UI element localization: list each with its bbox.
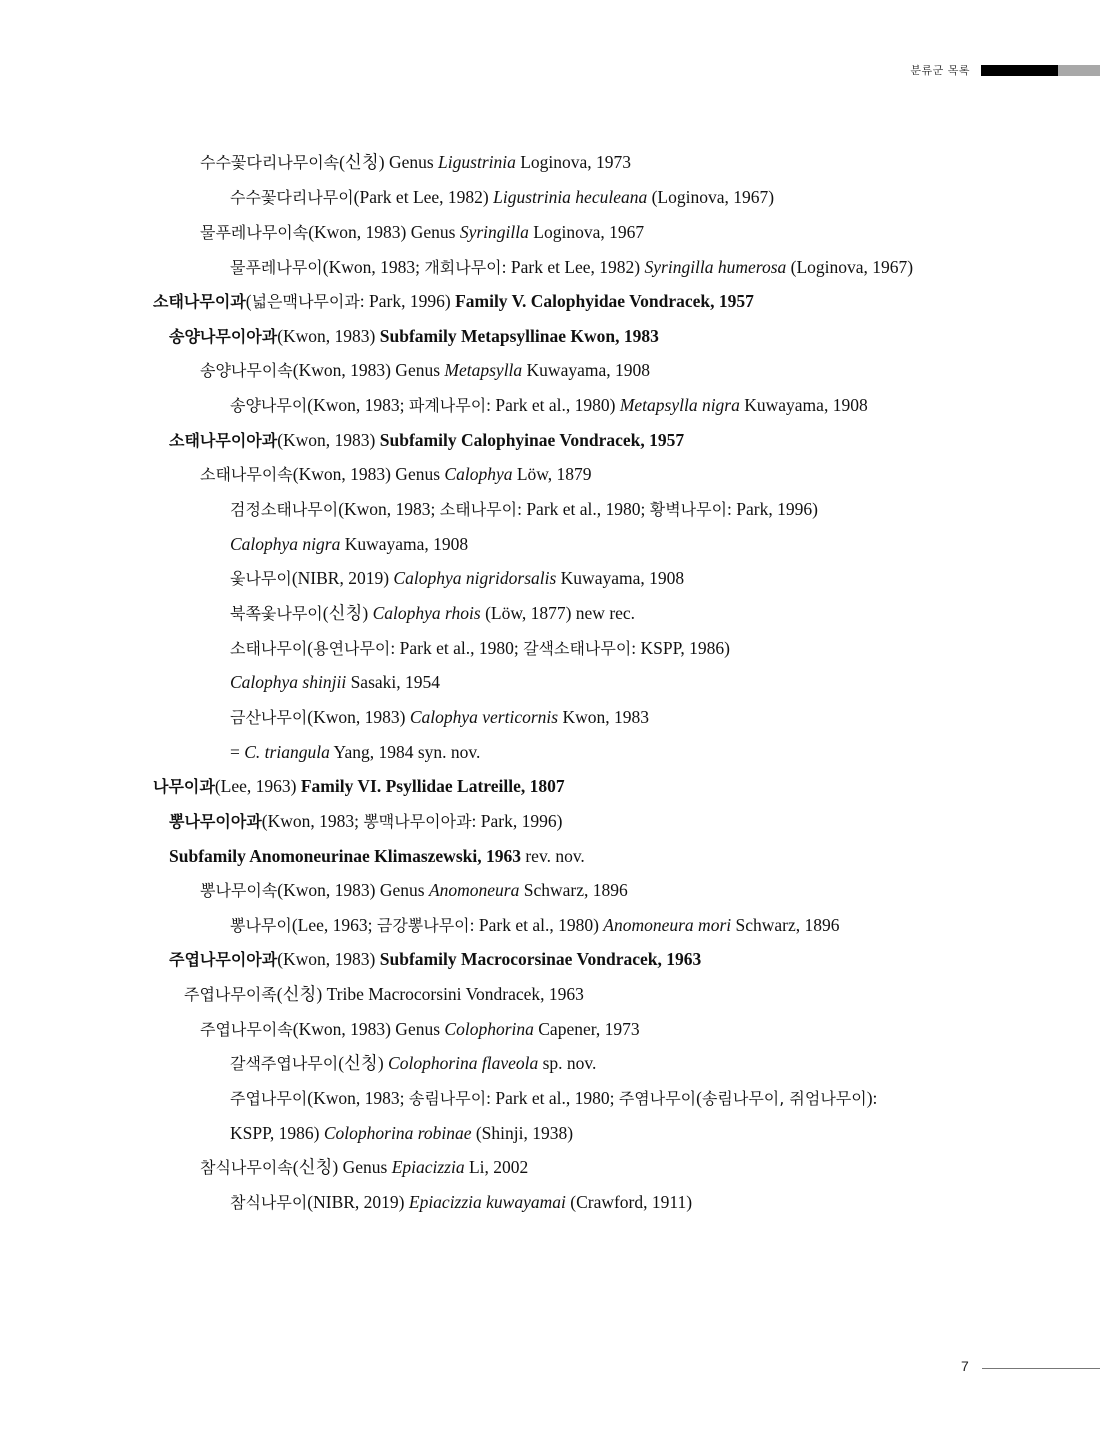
text-segment: (Kwon, 1983) bbox=[307, 707, 410, 727]
scientific-name: C. triangula bbox=[244, 742, 330, 762]
text-segment: Li, 2002 bbox=[464, 1157, 529, 1177]
text-segment: (Kwon, 1983) Genus bbox=[292, 360, 445, 380]
section-label: 분류군 목록 bbox=[910, 64, 970, 77]
korean-name: 소태나무이과 bbox=[153, 292, 246, 311]
page-number: 7 bbox=[961, 1358, 969, 1374]
text-segment: (NIBR, 2019) bbox=[307, 1192, 409, 1212]
taxon-entry bbox=[230, 601, 635, 626]
korean-name: 파계나무이 bbox=[408, 396, 487, 415]
korean-name: 수수꽃다리나무이 bbox=[230, 188, 354, 207]
korean-name: 물푸레나무이 bbox=[230, 258, 323, 277]
text-segment: = bbox=[230, 742, 245, 762]
taxon-entry bbox=[200, 1017, 640, 1042]
taxon-entry bbox=[169, 844, 585, 868]
text-segment: (Kwon, 1983) bbox=[277, 949, 380, 969]
korean-name: 뽕나무이아과 bbox=[169, 812, 262, 831]
text-segment: ( bbox=[696, 1088, 702, 1108]
taxon-entry bbox=[230, 1086, 877, 1111]
korean-name: 소태나무이아과 bbox=[169, 431, 278, 450]
text-segment: Yang, 1984 syn. nov. bbox=[329, 742, 481, 762]
text-segment: Schwarz, 1896 bbox=[731, 915, 840, 935]
scientific-name: Anomoneura mori bbox=[603, 915, 732, 935]
scientific-name: Calophya verticornis bbox=[409, 707, 559, 727]
text-segment: KSPP, 1986) bbox=[230, 1123, 324, 1143]
text-segment: ( bbox=[307, 638, 314, 658]
text-segment: (Kwon, 1983; bbox=[322, 257, 425, 277]
text-segment: Subfamily Calophyinae Vondracek, 1957 bbox=[379, 430, 685, 450]
korean-name: 나무이과 bbox=[153, 777, 215, 796]
header-bar-gray bbox=[1058, 65, 1100, 76]
text-segment: (Kwon, 1983) Genus bbox=[277, 880, 429, 900]
taxon-entry bbox=[230, 393, 868, 418]
korean-name: 뽕나무이 bbox=[230, 916, 292, 935]
text-segment: (Kwon, 1983) Genus bbox=[292, 1019, 445, 1039]
text-segment: Kuwayama, 1908 bbox=[522, 360, 650, 380]
taxon-entry bbox=[200, 878, 628, 903]
scientific-name: Anomoneura bbox=[428, 880, 520, 900]
text-segment: : Park, 1996) bbox=[727, 499, 818, 519]
text-segment: : KSPP, 1986) bbox=[631, 638, 730, 658]
text-segment: : Park et al., 1980) bbox=[486, 395, 620, 415]
scientific-name: Calophya rhois bbox=[372, 603, 481, 623]
header-bar-black bbox=[981, 65, 1058, 76]
taxon-entry bbox=[169, 947, 701, 972]
scientific-name: Metapsylla nigra bbox=[619, 395, 740, 415]
korean-name: 소태나무이 bbox=[439, 500, 518, 519]
taxon-entry bbox=[230, 913, 840, 938]
text-segment: Löw, 1879 bbox=[512, 464, 592, 484]
korean-name: 갈색소태나무이 bbox=[523, 639, 632, 658]
scientific-name: Syringilla humerosa bbox=[644, 257, 787, 277]
taxon-entry bbox=[230, 1051, 596, 1076]
korean-name: 소태나무이 bbox=[230, 639, 308, 658]
text-segment: (신칭) bbox=[338, 1053, 389, 1073]
text-segment: Capener, 1973 bbox=[533, 1019, 640, 1039]
text-segment: (신칭) Genus bbox=[292, 1157, 392, 1177]
text-segment: (Kwon, 1983) Genus bbox=[292, 464, 445, 484]
text-segment: Subfamily Anomoneurinae Klimaszewski, 1963 bbox=[169, 846, 521, 866]
taxon-entry bbox=[230, 497, 818, 522]
korean-name: 뽕나무이속 bbox=[200, 881, 278, 900]
taxon-entry bbox=[230, 532, 468, 556]
taxon-entry bbox=[230, 566, 684, 591]
scientific-name: Colophorina flaveola bbox=[388, 1053, 539, 1073]
text-segment: : Park, 1996) bbox=[359, 291, 456, 311]
scientific-name: Colophorina bbox=[444, 1019, 534, 1039]
text-segment: (신칭) bbox=[322, 603, 373, 623]
text-segment: : Park et al., 1980) bbox=[469, 915, 604, 935]
korean-name: 송림나무이 bbox=[408, 1089, 487, 1108]
taxon-entry bbox=[200, 358, 650, 383]
text-segment: (Kwon, 1983) bbox=[277, 326, 380, 346]
text-segment: : Park et al., 1980; bbox=[517, 499, 650, 519]
text-segment: Loginova, 1967 bbox=[528, 222, 645, 242]
text-segment: Kuwayama, 1908 bbox=[739, 395, 868, 415]
text-segment: : Park et al., 1980; bbox=[390, 638, 524, 658]
taxon-entry bbox=[200, 150, 631, 175]
korean-name: 물푸레나무이속 bbox=[200, 223, 309, 242]
text-segment: (Crawford, 1911) bbox=[565, 1192, 693, 1212]
text-segment: Family V. Calophyidae Vondracek, 1957 bbox=[455, 291, 754, 311]
text-segment: Kuwayama, 1908 bbox=[556, 568, 685, 588]
text-segment: ( bbox=[245, 291, 252, 311]
text-segment: Sasaki, 1954 bbox=[346, 672, 441, 692]
taxon-entry bbox=[230, 255, 913, 280]
korean-name: 송림나무이, 쥐엄나무이 bbox=[701, 1089, 867, 1108]
korean-name: 참식나무이 bbox=[230, 1193, 308, 1212]
taxon-entry bbox=[230, 1121, 573, 1145]
text-segment: Loginova, 1973 bbox=[515, 152, 632, 172]
text-segment: (신칭) Tribe Macrocorsini Vondracek, 1963 bbox=[276, 984, 584, 1004]
text-segment: (Löw, 1877) new rec. bbox=[480, 603, 636, 623]
scientific-name: Ligustrinia heculeana bbox=[493, 187, 648, 207]
korean-name: 주엽나무이속 bbox=[200, 1020, 293, 1039]
text-segment: (Kwon, 1983; bbox=[261, 811, 364, 831]
taxon-entry bbox=[153, 774, 565, 799]
scientific-name: Calophya bbox=[444, 464, 513, 484]
scientific-name: Metapsylla bbox=[444, 360, 523, 380]
running-header bbox=[0, 64, 1100, 78]
scientific-name: Calophya nigridorsalis bbox=[393, 568, 557, 588]
korean-name: 주염나무이 bbox=[618, 1089, 697, 1108]
text-segment: Kwon, 1983 bbox=[558, 707, 649, 727]
text-segment: Kuwayama, 1908 bbox=[340, 534, 469, 554]
text-segment: (Kwon, 1983; bbox=[307, 395, 409, 415]
scientific-name: Syringilla bbox=[459, 222, 529, 242]
taxon-entry bbox=[169, 809, 562, 834]
text-segment: (Kwon, 1983; bbox=[307, 1088, 409, 1108]
text-segment: sp. nov. bbox=[538, 1053, 597, 1073]
korean-name: 넓은맥나무이과 bbox=[251, 292, 360, 311]
taxon-entry bbox=[184, 982, 584, 1007]
taxon-entry bbox=[169, 428, 684, 453]
text-segment: : Park, 1996) bbox=[471, 811, 563, 831]
korean-name: 옻나무이 bbox=[230, 569, 292, 588]
korean-name: 금산나무이 bbox=[230, 708, 308, 727]
scientific-name: Ligustrinia bbox=[438, 152, 516, 172]
taxon-entry bbox=[230, 670, 440, 694]
text-segment: Subfamily Macrocorsinae Vondracek, 1963 bbox=[379, 949, 702, 969]
korean-name: 송양나무이 bbox=[230, 396, 308, 415]
text-segment: (Kwon, 1983) bbox=[277, 430, 380, 450]
korean-name: 송양나무이속 bbox=[200, 361, 293, 380]
korean-name: 송양나무이아과 bbox=[169, 327, 278, 346]
text-segment: Family VI. Psyllidae Latreille, 1807 bbox=[300, 776, 565, 796]
text-segment: (Park et Lee, 1982) bbox=[353, 187, 494, 207]
korean-name: 금강뽕나무이 bbox=[376, 916, 470, 935]
taxon-entry bbox=[230, 705, 649, 730]
korean-name: 용연나무이 bbox=[313, 639, 391, 658]
text-segment: (Lee, 1963) bbox=[214, 776, 301, 796]
scientific-name: Colophorina robinae bbox=[323, 1123, 472, 1143]
korean-name: 참식나무이속 bbox=[200, 1158, 293, 1177]
korean-name: 황벽나무이 bbox=[649, 500, 728, 519]
korean-name: 검정소태나무이 bbox=[230, 500, 339, 519]
korean-name: 주엽나무이족 bbox=[184, 985, 277, 1004]
taxon-entry bbox=[169, 324, 659, 349]
text-segment: Subfamily Metapsyllinae Kwon, 1983 bbox=[379, 326, 659, 346]
text-segment: (Loginova, 1967) bbox=[647, 187, 775, 207]
taxon-entry bbox=[230, 740, 480, 764]
korean-name: 주엽나무이아과 bbox=[169, 950, 278, 969]
taxon-entry bbox=[230, 1190, 692, 1215]
taxon-entry bbox=[230, 185, 774, 210]
korean-name: 개회나무이 bbox=[424, 258, 502, 277]
taxon-entry bbox=[230, 636, 730, 661]
taxon-entry bbox=[200, 1155, 528, 1180]
text-segment: : Park et Lee, 1982) bbox=[501, 257, 645, 277]
taxon-entry bbox=[200, 220, 644, 245]
taxon-entry bbox=[153, 289, 754, 314]
text-segment: (Kwon, 1983; bbox=[338, 499, 440, 519]
text-segment: (Shinji, 1938) bbox=[471, 1123, 574, 1143]
text-segment: (신칭) Genus bbox=[339, 152, 439, 172]
korean-name: 수수꽃다리나무이속 bbox=[200, 153, 340, 172]
taxon-entry bbox=[200, 462, 592, 487]
text-segment: (Kwon, 1983) Genus bbox=[308, 222, 460, 242]
text-segment: (NIBR, 2019) bbox=[291, 568, 394, 588]
scientific-name: Calophya nigra bbox=[230, 534, 341, 554]
text-segment: Schwarz, 1896 bbox=[519, 880, 628, 900]
scientific-name: Epiacizzia kuwayamai bbox=[408, 1192, 566, 1212]
text-segment: (Loginova, 1967) bbox=[786, 257, 914, 277]
korean-name: 북쪽옻나무이 bbox=[230, 604, 323, 623]
scientific-name: Epiacizzia bbox=[391, 1157, 465, 1177]
footer-rule bbox=[982, 1368, 1100, 1369]
scientific-name: Calophya shinjii bbox=[230, 672, 347, 692]
text-segment: rev. nov. bbox=[520, 846, 585, 866]
korean-name: 갈색주엽나무이 bbox=[230, 1054, 339, 1073]
text-segment: : Park et al., 1980; bbox=[486, 1088, 619, 1108]
text-segment: (Lee, 1963; bbox=[291, 915, 377, 935]
text-segment: ): bbox=[866, 1088, 878, 1108]
korean-name: 뽕맥나무이아과 bbox=[363, 812, 472, 831]
korean-name: 주엽나무이 bbox=[230, 1089, 308, 1108]
korean-name: 소태나무이속 bbox=[200, 465, 293, 484]
